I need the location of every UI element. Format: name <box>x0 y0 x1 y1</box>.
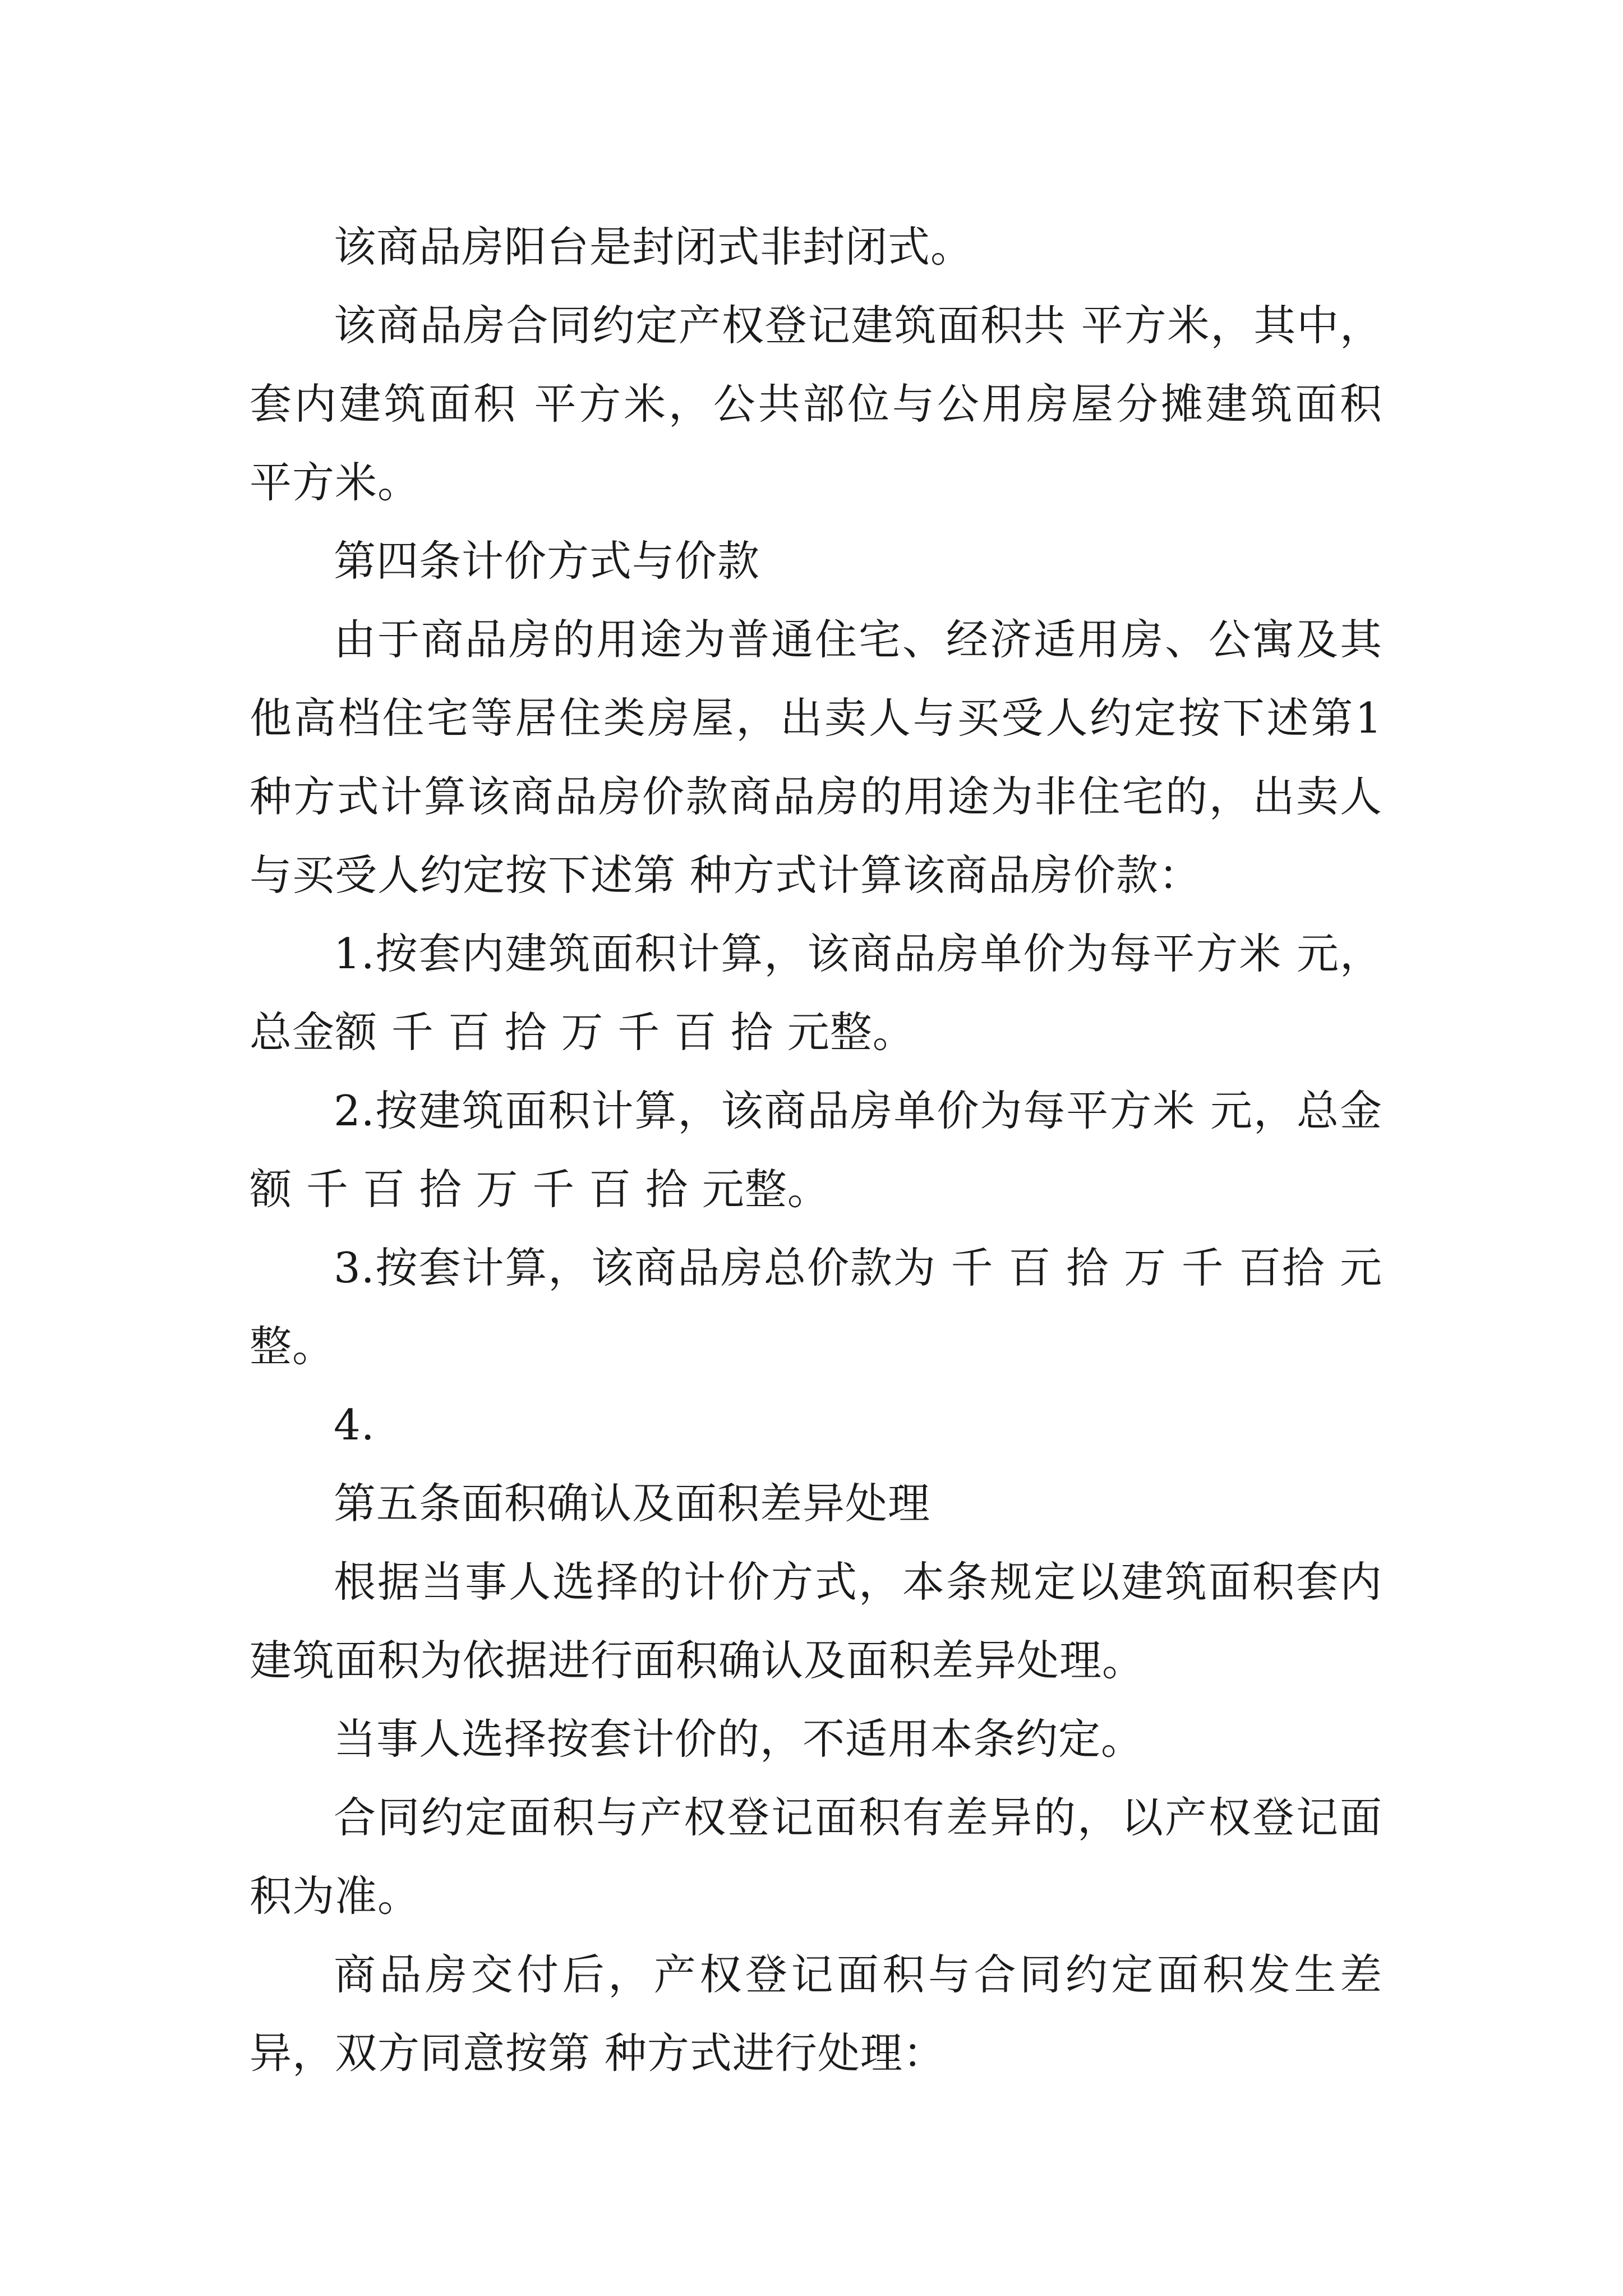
paragraph-per-unit-exclusion: 当事人选择按套计价的，不适用本条约定。 <box>334 1714 1144 1764</box>
paragraph-registered-area-priority: 合同约定面积与产权登记面积有差异的，以产权登记面积为准。 <box>250 1793 1382 1921</box>
list-item-4: 4. <box>334 1400 375 1450</box>
paragraph-area-difference-handling: 商品房交付后，产权登记面积与合同约定面积发生差异，双方同意按第 种方式进行处理： <box>250 1950 1382 2078</box>
paragraph-area-agreement: 该商品房合同约定产权登记建筑面积共 平方米，其中，套内建筑面积 平方米，公共部位与公用房屋分摊建筑面积 平方米。 <box>250 301 1382 507</box>
heading-article-5: 第五条面积确认及面积差异处理 <box>334 1479 931 1528</box>
list-item-1: 1.按套内建筑面积计算，该商品房单价为每平方米 元，总金额 千 百 拾 万 千 百 拾 元整。 <box>250 929 1382 1057</box>
paragraph-area-basis: 根据当事人选择的计价方式，本条规定以建筑面积套内建筑面积为依据进行面积确认及面积差异处理。 <box>250 1557 1382 1685</box>
document-body <box>250 208 1382 2092</box>
paragraph-pricing-method: 由于商品房的用途为普通住宅、经济适用房、公寓及其他高档住宅等居住类房屋，出卖人与买受人约定按下述第1种方式计算该商品房价款商品房的用途为非住宅的，出卖人与买受人约定按下述第 种方式计算该商品房价款： <box>250 615 1382 900</box>
heading-article-4: 第四条计价方式与价款 <box>334 536 760 586</box>
list-item-2: 2.按建筑面积计算，该商品房单价为每平方米 元，总金额 千 百 拾 万 千 百 拾 元整。 <box>250 1086 1382 1214</box>
paragraph-balcony-type: 该商品房阳台是封闭式非封闭式。 <box>334 222 974 272</box>
list-item-3: 3.按套计算，该商品房总价款为 千 百 拾 万 千 百拾 元整。 <box>250 1243 1382 1371</box>
